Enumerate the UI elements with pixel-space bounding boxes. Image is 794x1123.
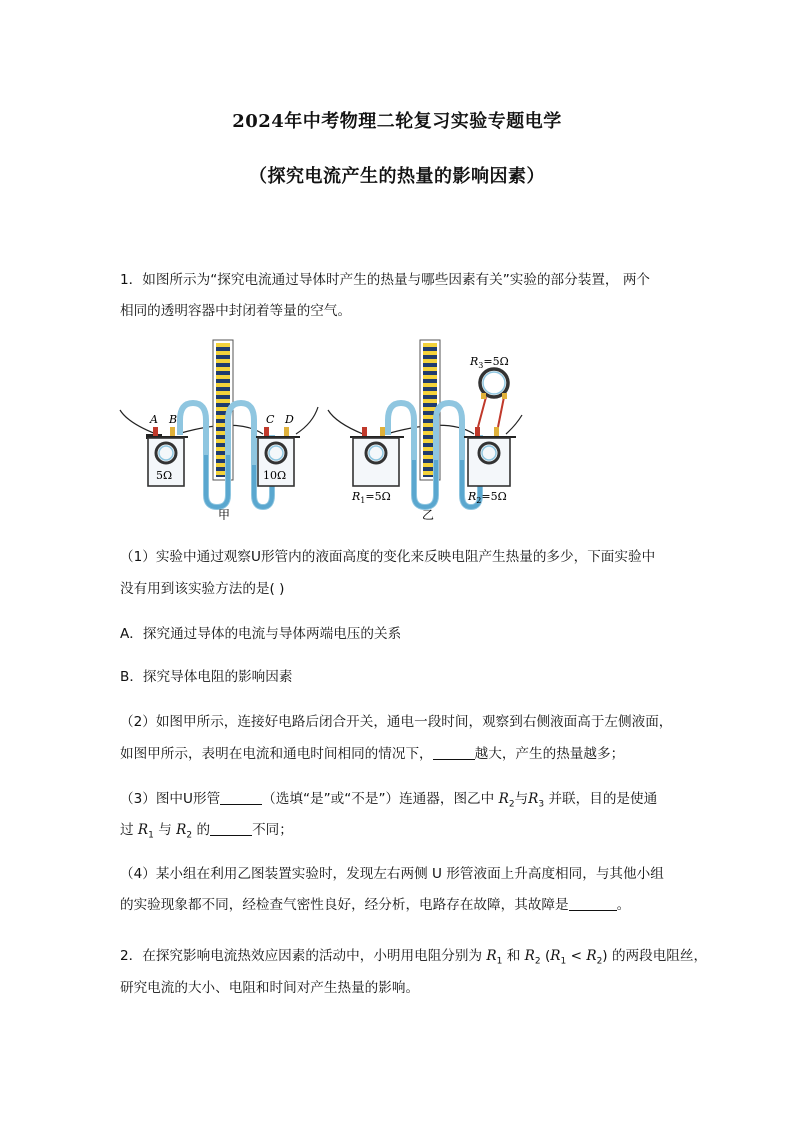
label-jia: 甲 <box>218 508 231 520</box>
q1-intro-line2: 相同的透明容器中封闭着等量的空气。 <box>120 303 352 319</box>
option-a: A．探究通过导体的电流与导体两端电压的关系 <box>120 626 402 642</box>
answer-blank-4[interactable] <box>569 897 617 911</box>
q1-part4-line1: （4）某小组在利用乙图装置实验时，发现左右两侧 U 形管液面上升高度相同，与其他小组 <box>120 866 664 882</box>
page-subtitle: （探究电流产生的热量的影响因素） <box>249 166 545 187</box>
r1-label: $R_1=5\Omega$ <box>352 490 391 505</box>
label-yi: 乙 <box>422 508 435 520</box>
resistor-r3 <box>480 369 508 397</box>
point-b-label: B <box>169 413 178 426</box>
q1-intro-line1: 1．如图所示为“探究电流通过导体时产生的热量与哪些因素有关”实验的部分装置， 两个 <box>120 272 651 288</box>
answer-blank-3b[interactable] <box>210 822 252 836</box>
q1-part4-line2: 的实验现象都不同，经检查气密性良好，经分析，电路存在故障，其故障是 。 <box>120 897 631 913</box>
point-d-label: D <box>285 413 294 426</box>
wire-right <box>296 407 318 434</box>
answer-blank-3a[interactable] <box>220 791 262 805</box>
r3-label: $R_3=5\Omega$ <box>470 355 509 370</box>
q1-part2-line1: （2）如图甲所示，连接好电路后闭合开关，通电一段时间，观察到右侧液面高于左侧液面， <box>120 714 673 730</box>
point-c-label: C <box>266 413 275 426</box>
apparatus-diagram <box>118 335 538 520</box>
apparatus-yi <box>328 340 522 520</box>
q1-part1-line1: （1）实验中通过观察U形管内的液面高度的变化来反映电阻产生热量的多少，下面实验中 <box>120 549 656 565</box>
answer-blank-2[interactable] <box>433 746 475 760</box>
q1-part3-line2: 过 $R_1$ 与 $R_2$ 的 不同； <box>120 822 293 841</box>
r2-label: $R_2=5\Omega$ <box>468 490 507 505</box>
q2-line1: 2．在探究影响电流热效应因素的活动中，小明用电阻分别为 $R_1$ 和 $R_2$ $(R_1 < R_2)$ 的两段电阻丝， <box>120 948 708 967</box>
right-resistor-label: 10Ω <box>263 469 287 482</box>
experiment-figure <box>118 335 538 524</box>
left-resistor-label: 5Ω <box>156 469 173 482</box>
page-title: 2024年中考物理二轮复习实验专题电学 <box>232 111 562 132</box>
option-b: B．探究导体电阻的影响因素 <box>120 669 293 685</box>
q1-part2-line2: 如图甲所示，表明在电流和通电时间相同的情况下， 越大，产生的热量越多； <box>120 746 625 762</box>
q2-line2: 研究电流的大小、电阻和时间对产生热量的影响。 <box>120 980 420 996</box>
point-a-label: A <box>150 413 158 426</box>
q1-part3-line1: （3）图中U形管 （选填“是”或“不是”）连通器，图乙中 $R_2$与$R_3$ 并联，目的是使通 <box>120 791 658 810</box>
apparatus-jia <box>120 340 318 520</box>
q1-part1-line2: 没有用到该实验方法的是( ) <box>120 581 285 597</box>
